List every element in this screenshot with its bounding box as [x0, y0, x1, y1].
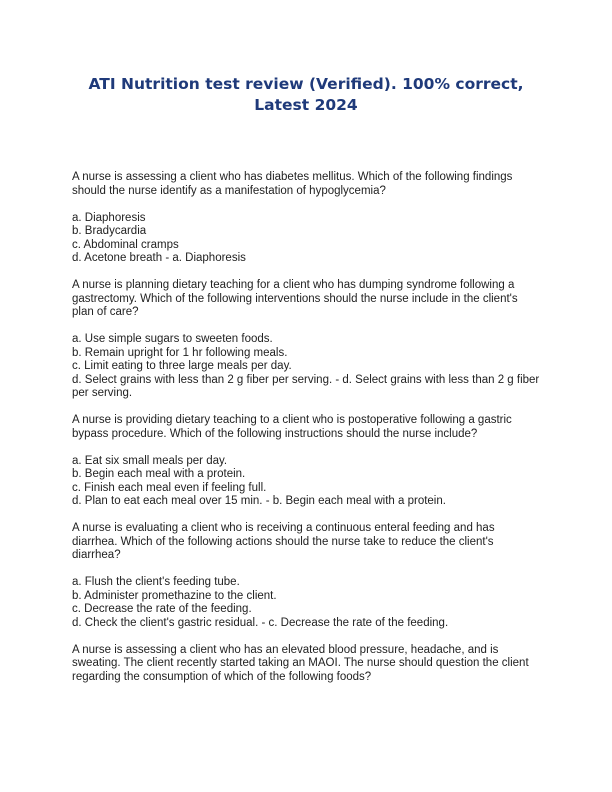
answer-option: c. Limit eating to three large meals per day. — [72, 360, 292, 372]
answer-option: b. Administer promethazine to the client. — [72, 589, 277, 602]
answer-option: d. Select grains with less than 2 g fiber per serving. - d. Select grains with less than 2 g fiber per serving. — [72, 373, 540, 399]
question-stem: A nurse is providing dietary teaching to a client who is postoperative following a gastric bypass procedure. Which of the following instructions should the nurse include? — [72, 414, 512, 440]
question-stem: A nurse is assessing a client who has an elevated blood pressure, headache, and is sweating. The client recently started taking an MAOI. The nurse should question the client regarding the consumption of which of the following foods? — [72, 643, 529, 683]
answer-option: b. Remain upright for 1 hr following meals. — [72, 346, 288, 359]
answer-option: b. Begin each meal with a protein. — [72, 468, 246, 480]
answer-option: c. Abdominal cramps — [72, 238, 179, 251]
question-stem: A nurse is assessing a client who has diabetes mellitus. Which of the following findings should the nurse identify as a manifestation of hypoglycemia? — [72, 171, 513, 197]
answer-options — [72, 333, 542, 401]
question-stem: A nurse is evaluating a client who is receiving a continuous enteral feeding and has diarrhea. Which of the following actions should the nurse take to reduce the client's diarrhea? — [72, 522, 495, 561]
document-body — [72, 171, 542, 698]
answer-option: a. Flush the client's feeding tube. — [72, 576, 240, 588]
answer-option: d. Plan to eat each meal over 15 min. - b. Begin each meal with a protein. — [72, 495, 446, 507]
answer-options — [72, 576, 542, 630]
document-title: ATI Nutrition test review (Verified). 100% correct, Latest 2024 — [88, 75, 524, 114]
answer-option: c. Finish each meal even if feeling full. — [72, 481, 267, 494]
answer-option: a. Diaphoresis — [72, 211, 146, 224]
answer-option: d. Acetone breath - a. Diaphoresis — [72, 252, 246, 264]
answer-option: c. Decrease the rate of the feeding. — [72, 603, 252, 615]
question-stem: A nurse is planning dietary teaching for a client who has dumping syndrome following a gastrectomy. Which of the following interventions should the nurse include in the client's plan of care? — [72, 279, 518, 318]
question-block — [72, 644, 542, 685]
question-block — [72, 522, 542, 630]
answer-option: a. Use simple sugars to sweeten foods. — [72, 333, 273, 345]
question-block — [72, 171, 542, 266]
answer-options — [72, 212, 542, 266]
answer-option: d. Check the client's gastric residual. - c. Decrease the rate of the feeding. — [72, 616, 449, 629]
answer-options — [72, 455, 542, 509]
answer-option: b. Bradycardia — [72, 225, 147, 237]
answer-option: a. Eat six small meals per day. — [72, 454, 228, 467]
question-block — [72, 414, 542, 509]
question-block — [72, 279, 542, 401]
